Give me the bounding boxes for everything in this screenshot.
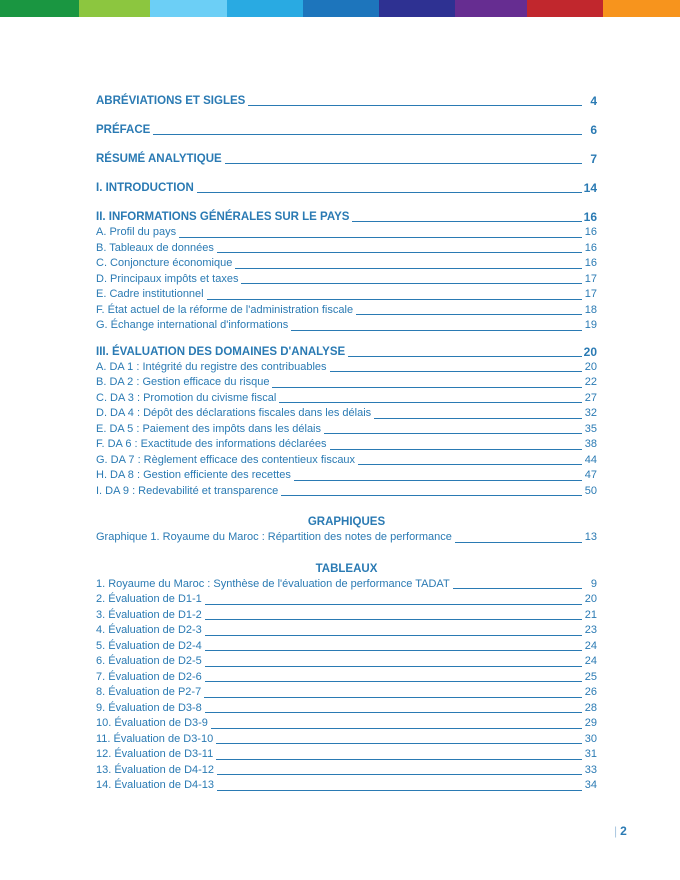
toc-entry-title: I. DA 9 : Redevabilité et transparence	[96, 484, 279, 497]
dot-leader	[216, 743, 582, 744]
toc-entry-page: 16	[584, 241, 597, 254]
dot-leader	[281, 495, 582, 496]
toc-entry-title: A. Profil du pays	[96, 226, 177, 238]
toc-entry[interactable]	[96, 437, 597, 453]
table-of-contents	[96, 93, 597, 794]
toc-entry-page: 18	[584, 303, 597, 316]
color-segment	[79, 0, 150, 17]
toc-entry-page: 31	[584, 748, 597, 760]
toc-entry-page: 7	[590, 152, 597, 166]
toc-entry[interactable]	[96, 241, 597, 257]
color-segment	[603, 0, 680, 17]
dot-leader	[204, 697, 582, 698]
toc-entry[interactable]	[96, 318, 597, 334]
page-number	[614, 824, 627, 838]
dot-leader	[205, 650, 582, 651]
toc-entry-title: 6. Évaluation de D2-5	[96, 655, 202, 667]
toc-entry-title: E. Cadre institutionnel	[96, 288, 204, 300]
toc-section-assessment[interactable]	[96, 344, 597, 360]
toc-entry-page: 17	[584, 272, 597, 285]
toc-entry-title: 1. Royaume du Maroc : Synthèse de l'évaluation de performance TADAT	[96, 577, 450, 590]
toc-entry-title: F. DA 6 : Exactitude des informations déclarées	[96, 438, 327, 450]
toc-entry-page: 34	[584, 779, 597, 791]
dot-leader	[330, 371, 582, 372]
toc-entry-title: 7. Évaluation de D2-6	[96, 670, 202, 683]
toc-entry-title: H. DA 8 : Gestion efficiente des recettes	[96, 469, 291, 481]
toc-entry-title: 13. Évaluation de D4-12	[96, 763, 215, 776]
toc-entry-summary[interactable]	[96, 151, 597, 167]
dot-leader	[225, 163, 582, 164]
toc-entry-abbreviations[interactable]	[96, 93, 597, 109]
dot-leader	[358, 464, 582, 465]
toc-entry-title: 12. Évaluation de D3-11	[96, 748, 214, 760]
dot-leader	[248, 105, 582, 106]
toc-entry-page: 44	[584, 453, 597, 466]
toc-entry-page: 26	[584, 686, 597, 698]
toc-entry[interactable]	[96, 303, 597, 319]
dot-leader	[324, 433, 582, 434]
dot-leader	[179, 237, 582, 238]
toc-entry-title: B. DA 2 : Gestion efficace du risque	[96, 376, 270, 388]
toc-entry-title: RÉSUMÉ ANALYTIQUE	[96, 153, 222, 165]
toc-entry-page: 38	[584, 438, 597, 450]
dot-leader	[356, 314, 582, 315]
dot-leader	[352, 221, 581, 222]
toc-entry[interactable]	[96, 577, 597, 593]
toc-entry[interactable]	[96, 453, 597, 469]
dot-leader	[217, 790, 582, 791]
color-segment	[0, 0, 79, 17]
toc-entry-title: 3. Évaluation de D1-2	[96, 608, 202, 621]
toc-entry[interactable]	[96, 484, 597, 500]
toc-section-country-info[interactable]	[96, 209, 597, 225]
toc-entry[interactable]	[96, 530, 597, 546]
toc-entry-title: E. DA 5 : Paiement des impôts dans les délais	[96, 422, 322, 435]
toc-entry[interactable]	[96, 225, 597, 241]
toc-entry-page: 20	[584, 593, 597, 605]
toc-entry-page: 16	[584, 257, 597, 269]
color-segment	[150, 0, 227, 17]
toc-entry-title: I. INTRODUCTION	[96, 182, 194, 194]
toc-entry-page: 19	[584, 319, 597, 331]
dot-leader	[348, 356, 581, 357]
toc-entry[interactable]	[96, 375, 597, 391]
dot-leader	[205, 712, 582, 713]
dot-leader	[205, 635, 582, 636]
dot-leader	[211, 728, 582, 729]
page-number-separator: |	[614, 824, 618, 838]
toc-entry[interactable]	[96, 716, 597, 732]
toc-entry-title: II. INFORMATIONS GÉNÉRALES SUR LE PAYS	[96, 211, 350, 223]
toc-entry-page: 22	[584, 376, 597, 388]
toc-entry[interactable]	[96, 685, 597, 701]
toc-entry[interactable]	[96, 623, 597, 639]
toc-entry-page: 20	[583, 344, 597, 359]
toc-entry-page: 24	[584, 639, 597, 652]
toc-entry-title: 4. Évaluation de D2-3	[96, 624, 202, 636]
dot-leader	[205, 604, 582, 605]
toc-entry[interactable]	[96, 701, 597, 717]
toc-entry[interactable]	[96, 468, 597, 484]
toc-entry-page: 17	[584, 288, 597, 300]
toc-entry-page: 20	[584, 360, 597, 373]
toc-entry-page: 13	[584, 531, 597, 543]
toc-entry-page: 47	[584, 469, 597, 481]
toc-entry-page: 4	[590, 94, 597, 108]
dot-leader	[453, 588, 582, 589]
toc-entry[interactable]	[96, 422, 597, 438]
toc-entry-title: Graphique 1. Royaume du Maroc : Répartition des notes de performance	[96, 531, 452, 543]
toc-entry-page: 33	[584, 763, 597, 776]
dot-leader	[279, 402, 582, 403]
toc-entry-title: A. DA 1 : Intégrité du registre des contribuables	[96, 360, 327, 373]
dot-leader	[235, 268, 582, 269]
toc-entry-title: C. Conjoncture économique	[96, 257, 233, 269]
toc-entry-title: PRÉFACE	[96, 124, 151, 136]
dot-leader	[294, 480, 582, 481]
toc-entry-title: F. État actuel de la réforme de l'administration fiscale	[96, 303, 354, 316]
color-segment	[527, 0, 603, 17]
toc-entry[interactable]	[96, 391, 597, 407]
dot-leader	[272, 387, 582, 388]
toc-entry-page: 29	[584, 717, 597, 729]
page-number-value: 2	[620, 824, 627, 838]
dot-leader	[217, 252, 582, 253]
toc-entry-page: 23	[584, 624, 597, 636]
toc-entry-title: 14. Évaluation de D4-13	[96, 779, 215, 791]
toc-entry-title: D. Principaux impôts et taxes	[96, 272, 239, 285]
dot-leader	[205, 681, 582, 682]
toc-entry[interactable]	[96, 272, 597, 288]
toc-entry[interactable]	[96, 778, 597, 794]
toc-entry-page: 35	[584, 422, 597, 435]
toc-entry-title: G. DA 7 : Règlement efficace des contentieux fiscaux	[96, 453, 356, 466]
dot-leader	[205, 619, 582, 620]
toc-entry-title: 10. Évaluation de D3-9	[96, 717, 208, 729]
toc-entry-title: 9. Évaluation de D3-8	[96, 701, 202, 714]
toc-entry-page: 6	[590, 123, 597, 137]
toc-entry-page: 9	[590, 577, 597, 590]
toc-entry[interactable]	[96, 654, 597, 670]
toc-entry-title: ABRÉVIATIONS ET SIGLES	[96, 95, 246, 107]
toc-entry-title: III. ÉVALUATION DES DOMAINES D'ANALYSE	[96, 345, 346, 358]
toc-entry-page: 32	[584, 407, 597, 419]
toc-entry[interactable]	[96, 592, 597, 608]
toc-entry-title: B. Tableaux de données	[96, 241, 214, 254]
dot-leader	[205, 666, 582, 667]
toc-entry-page: 16	[584, 226, 597, 238]
dot-leader	[207, 299, 582, 300]
toc-entry[interactable]	[96, 639, 597, 655]
color-segment	[455, 0, 527, 17]
color-segment	[379, 0, 455, 17]
toc-entry-page: 28	[584, 701, 597, 714]
toc-entry-introduction[interactable]	[96, 180, 597, 196]
color-segment	[303, 0, 379, 17]
toc-entry-title: 11. Évaluation de D3-10	[96, 732, 214, 745]
toc-entry-title: C. DA 3 : Promotion du civisme fiscal	[96, 391, 277, 404]
toc-entry-page: 21	[584, 608, 597, 621]
toc-entry-page: 16	[583, 210, 597, 224]
toc-entry-page: 30	[584, 732, 597, 745]
toc-entry-title: 5. Évaluation de D2-4	[96, 639, 202, 652]
toc-entry[interactable]	[96, 256, 597, 272]
toc-entry-page: 14	[583, 181, 597, 195]
toc-entry-page: 24	[584, 655, 597, 667]
toc-entry[interactable]	[96, 670, 597, 686]
color-segment	[227, 0, 303, 17]
toc-entry-page: 25	[584, 670, 597, 683]
toc-entry-preface[interactable]	[96, 122, 597, 138]
dot-leader	[153, 134, 582, 135]
dot-leader	[197, 192, 582, 193]
toc-entry[interactable]	[96, 406, 597, 422]
dot-leader	[241, 283, 582, 284]
toc-entry-page: 27	[584, 391, 597, 404]
tableaux-list	[96, 577, 597, 794]
dot-leader	[217, 774, 582, 775]
graphiques-heading: GRAPHIQUES	[307, 516, 386, 528]
dot-leader	[455, 542, 582, 543]
toc-subitems-country-info	[96, 225, 597, 334]
header-color-bar	[0, 0, 680, 17]
toc-entry-title: D. DA 4 : Dépôt des déclarations fiscales dans les délais	[96, 407, 372, 419]
graphiques-list	[96, 530, 597, 546]
toc-entry-title: G. Échange international d'informations	[96, 319, 289, 331]
toc-entry[interactable]	[96, 732, 597, 748]
toc-entry[interactable]	[96, 763, 597, 779]
toc-entry[interactable]	[96, 287, 597, 303]
dot-leader	[216, 759, 582, 760]
toc-entry[interactable]	[96, 747, 597, 763]
toc-entry[interactable]	[96, 360, 597, 376]
dot-leader	[374, 418, 582, 419]
toc-entry[interactable]	[96, 608, 597, 624]
toc-entry-title: 2. Évaluation de D1-1	[96, 593, 202, 605]
dot-leader	[330, 449, 582, 450]
tableaux-heading: TABLEAUX	[315, 562, 378, 575]
toc-entry-page: 50	[584, 484, 597, 497]
toc-entry-title: 8. Évaluation de P2-7	[96, 686, 202, 698]
toc-subitems-assessment	[96, 360, 597, 500]
dot-leader	[291, 330, 582, 331]
